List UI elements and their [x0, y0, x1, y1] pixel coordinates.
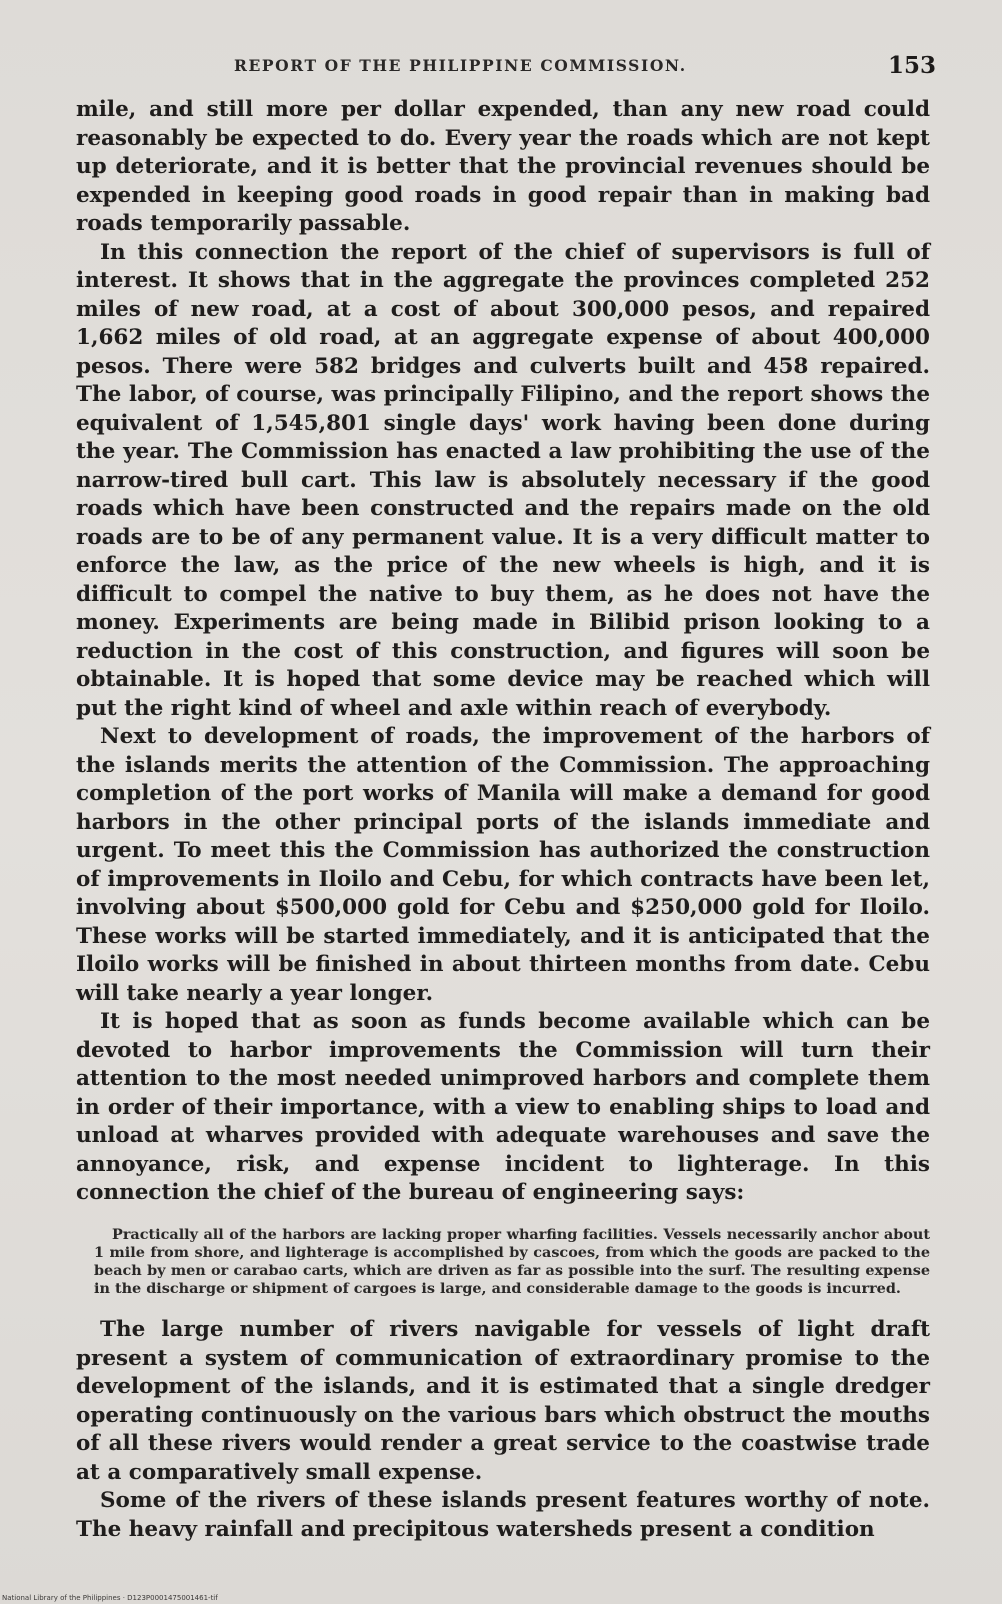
paragraph-6: Some of the rivers of these islands present features worthy of note. The heavy rainfall and precipitous watersheds present a condition	[76, 1488, 930, 1542]
block-quote: Practically all of the harbors are lacking proper wharfing facilities. Vessels necessarily anchor about 1 mile from shore, and lighterage is accomplished by cascoes, from which the goods are packed to the beach by men or carabao carts, which are driven as far as possible into the surf. The resulting expense in the discharge or shipment of cargoes is large, and considerable damage to the goods is incurred.	[94, 1225, 930, 1298]
paragraph-5: The large number of rivers navigable for vessels of light draft present a system of communication of extraordinary promise to the development of the islands, and it is estimated that a single dredger operating continuously on the various bars which obstruct the mouths of all these rivers would render a great service to the coastwise trade at a comparatively small expense.	[76, 1317, 930, 1485]
page-number: 153	[887, 52, 936, 79]
paragraph-3: Next to development of roads, the improvement of the harbors of the islands merits the attention of the Commission. The approaching completion of the port works of Manila will make a demand for good harbors in the other principal ports of the islands immediate and urgent. To meet this the Commission has authorized the construction of improvements in Iloilo and Cebu, for which contracts have been let, involving about $500,000 gold for Cebu and $250,000 gold for Iloilo. These works will be started immediately, and it is anticipated that the Iloilo works will be finished in about thirteen months from date. Cebu will take nearly a year longer.	[76, 724, 930, 1006]
page-header	[76, 44, 936, 84]
body-text	[76, 96, 930, 1544]
paragraph-1: mile, and still more per dollar expended, than any new road could reasonably be expected to do. Every year the roads which are not kept up deteriorate, and it is better that the provincial revenues should be expended in keeping good roads in good repair than in making bad roads temporarily passable.	[76, 97, 930, 236]
footer-identifier: National Library of the Philippines · D123P0001475001461-tif	[2, 1594, 218, 1602]
paragraph-2: In this connection the report of the chief of supervisors is full of interest. It shows that in the aggregate the provinces completed 252 miles of new road, at a cost of about 300,000 pesos, and repaired 1,662 miles of old road, at an aggregate expense of about 400,000 pesos. There were 582 bridges and culverts built and 458 repaired. The labor, of course, was principally Filipino, and the report shows the equivalent of 1,545,801 single days' work having been done during the year. The Commission has enacted a law prohibiting the use of the narrow-tired bull cart. This law is absolutely necessary if the good roads which have been constructed and the repairs made on the old roads are to be of any permanent value. It is a very difficult matter to enforce the law, as the price of the new wheels is high, and it is difficult to compel the native to buy them, as he does not have the money. Experiments are being made in Bilibid prison looking to a reduction in the cost of this construction, and figures will soon be obtainable. It is hoped that some device may be reached which will put the right kind of wheel and axle within reach of everybody.	[76, 239, 930, 721]
paragraph-4: It is hoped that as soon as funds become available which can be devoted to harbor improvements the Commission will turn their attention to the most needed unimproved harbors and complete them in order of their importance, with a view to enabling ships to load and unload at wharves provided with adequate warehouses and save the annoyance, risk, and expense incident to lighterage. In this connection the chief of the bureau of engineering says:	[76, 1009, 930, 1205]
running-head: REPORT OF THE PHILIPPINE COMMISSION.	[234, 56, 687, 75]
